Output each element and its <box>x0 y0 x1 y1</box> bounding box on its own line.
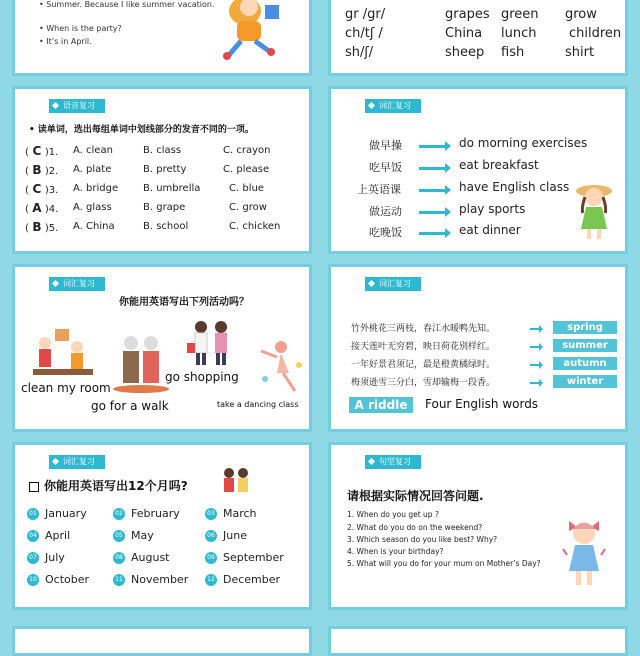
english-phrase: have English class <box>459 180 570 194</box>
slide-sentence-review <box>328 442 628 610</box>
option-a: A. bridge <box>73 183 119 194</box>
month-item: 08 August <box>113 551 170 564</box>
option-a: A. plate <box>73 164 112 175</box>
activity-label: go for a walk <box>91 399 169 413</box>
poem-line: 竹外桃花三两枝，春江水暖鸭先知。 <box>351 324 496 334</box>
phonics-sound-gr: gr /gr/ <box>345 7 386 22</box>
answer-letter: B <box>32 220 42 234</box>
arrow-icon <box>419 145 447 148</box>
section-tag: 词汇复习 <box>365 277 421 291</box>
option-c: C. chicken <box>229 221 281 232</box>
season-summer: summer <box>553 339 617 352</box>
answer-letter: C <box>32 144 42 158</box>
question-line: 3. Which season do you like best? Why? <box>347 535 498 544</box>
season-autumn: autumn <box>553 357 617 370</box>
section-tag: 词汇复习 <box>49 455 105 469</box>
arrow-icon <box>530 328 540 330</box>
phonics-word: grow <box>565 7 597 22</box>
question-row: ( C )3. <box>25 182 59 196</box>
month-number: 08 <box>113 552 125 564</box>
month-item: 05 May <box>113 529 154 542</box>
slide-season-poems <box>328 264 628 432</box>
girl-illustration <box>571 179 617 245</box>
phonics-word: shirt <box>565 45 595 60</box>
poem-line: 一年好景君须记，最是橙黄橘绿时。 <box>351 360 496 370</box>
dialogue-line-3: • It’s in April. <box>39 37 92 46</box>
option-c: C. crayon <box>223 145 271 156</box>
chinese-phrase: 做运动 <box>369 205 402 218</box>
month-item: 02 February <box>113 507 180 520</box>
slide-months <box>12 442 312 610</box>
shopping-illustration <box>185 319 237 369</box>
month-item: 11 November <box>113 573 188 586</box>
question-line: 5. What will you do for your mum on Mother’s Day? <box>347 559 541 568</box>
poem-line: 梅须逊雪三分白，雪却输梅一段香。 <box>351 378 496 388</box>
phonics-word: fish <box>501 45 525 60</box>
dancer-illustration <box>255 337 305 397</box>
month-number: 06 <box>205 530 217 542</box>
month-number: 05 <box>113 530 125 542</box>
slide-vocabulary-pairs <box>328 86 628 254</box>
month-number: 10 <box>27 574 39 586</box>
season-spring: spring <box>553 321 617 334</box>
phonics-word: China <box>445 26 483 41</box>
option-b: B. grape <box>143 202 186 213</box>
season-winter: winter <box>553 375 617 388</box>
phonics-word: grapes <box>445 7 490 22</box>
month-item: 07 July <box>27 551 65 564</box>
month-number: 03 <box>205 508 217 520</box>
riddle-label: A riddle <box>349 397 413 413</box>
slide-next-left <box>12 626 312 656</box>
option-b: B. pretty <box>143 164 187 175</box>
chinese-phrase: 吃晚饭 <box>369 226 402 239</box>
question-row: ( C )1. <box>25 144 59 158</box>
months-title: 你能用英语写出12个月吗? <box>29 477 188 494</box>
activity-label: go shopping <box>165 370 239 384</box>
month-number: 09 <box>205 552 217 564</box>
phonics-sound-sh: sh/ʃ/ <box>345 45 374 60</box>
dialogue-line-2: • When is the party? <box>39 24 122 33</box>
month-number: 07 <box>27 552 39 564</box>
arrow-icon <box>419 211 447 214</box>
option-c: C. grow <box>229 202 267 213</box>
chinese-phrase: 吃早饭 <box>369 161 402 174</box>
slide-pronunciation-review <box>12 86 312 254</box>
activity-label: clean my room <box>21 381 111 395</box>
arrow-icon <box>530 346 540 348</box>
section-tag: 词汇复习 <box>365 99 421 113</box>
question-line: 2. What do you do on the weekend? <box>347 523 483 532</box>
riddle-text: Four English words <box>425 397 539 411</box>
month-item: 09 September <box>205 551 284 564</box>
instruction-text: • 读单词，选出每组单词中划线部分的发音不同的一项。 <box>29 125 254 135</box>
english-phrase: do morning exercises <box>459 136 588 150</box>
month-item: 01 January <box>27 507 87 520</box>
month-number: 02 <box>113 508 125 520</box>
english-phrase: eat dinner <box>459 223 521 237</box>
slide-dialogue <box>12 0 312 76</box>
month-item: 04 April <box>27 529 70 542</box>
arrow-icon <box>530 364 540 366</box>
chinese-phrase: 上英语课 <box>357 183 401 196</box>
phonics-word: green <box>501 7 539 22</box>
option-a: A. China <box>73 221 115 232</box>
month-number: 12 <box>205 574 217 586</box>
option-c: C. please <box>223 164 270 175</box>
option-b: B. school <box>143 221 189 232</box>
option-c: C. blue <box>229 183 264 194</box>
slide-phonics-words <box>328 0 628 76</box>
phonics-sound-ch: ch/tʃ / <box>345 26 383 41</box>
english-phrase: play sports <box>459 202 526 216</box>
phonics-word: children <box>569 26 622 41</box>
cleaning-room-illustration <box>29 325 99 381</box>
option-b: B. umbrella <box>143 183 201 194</box>
arrow-icon <box>419 232 447 235</box>
walking-couple-illustration <box>111 333 171 395</box>
dialogue-line-1: • Summer. Because I like summer vacation. <box>39 0 215 9</box>
month-item: 12 December <box>205 573 280 586</box>
people-illustration <box>215 465 255 499</box>
month-number: 01 <box>27 508 39 520</box>
question-line: 1. When do you get up ? <box>347 510 439 519</box>
phonics-word: lunch <box>501 26 537 41</box>
question-line: 4. When is your birthday? <box>347 547 444 556</box>
option-a: A. clean <box>73 145 113 156</box>
option-b: B. class <box>143 145 182 156</box>
english-phrase: eat breakfast <box>459 158 539 172</box>
month-item: 06 June <box>205 529 247 542</box>
month-item: 03 March <box>205 507 257 520</box>
question-row: ( B )5. <box>25 220 59 234</box>
section-tag: 句型复习 <box>365 455 421 469</box>
activity-label: take a dancing class <box>217 400 299 409</box>
questions-title: 请根据实际情况回答问题. <box>347 489 484 503</box>
section-tag: 词汇复习 <box>49 277 105 291</box>
arrow-icon <box>419 167 447 170</box>
answer-letter: B <box>32 163 42 177</box>
month-item: 10 October <box>27 573 89 586</box>
answer-letter: C <box>32 182 42 196</box>
month-number: 04 <box>27 530 39 542</box>
answer-letter: A <box>32 201 42 215</box>
question-row: ( B )2. <box>25 163 59 177</box>
option-a: A. glass <box>73 202 112 213</box>
section-tag: 语音复习 <box>49 99 105 113</box>
slide-activities <box>12 264 312 432</box>
month-number: 11 <box>113 574 125 586</box>
slide-next-right <box>328 626 628 656</box>
activities-title: 你能用英语写出下列活动吗？ <box>119 297 249 308</box>
phonics-word: sheep <box>445 45 485 60</box>
running-girl-illustration <box>205 0 295 63</box>
girl-with-bows-illustration <box>559 515 609 595</box>
question-row: ( A )4. <box>25 201 59 215</box>
arrow-icon <box>419 189 447 192</box>
arrow-icon <box>530 382 540 384</box>
poem-line: 接天莲叶无穷碧，映日荷花别样红。 <box>351 342 496 352</box>
chinese-phrase: 做早操 <box>369 139 402 152</box>
